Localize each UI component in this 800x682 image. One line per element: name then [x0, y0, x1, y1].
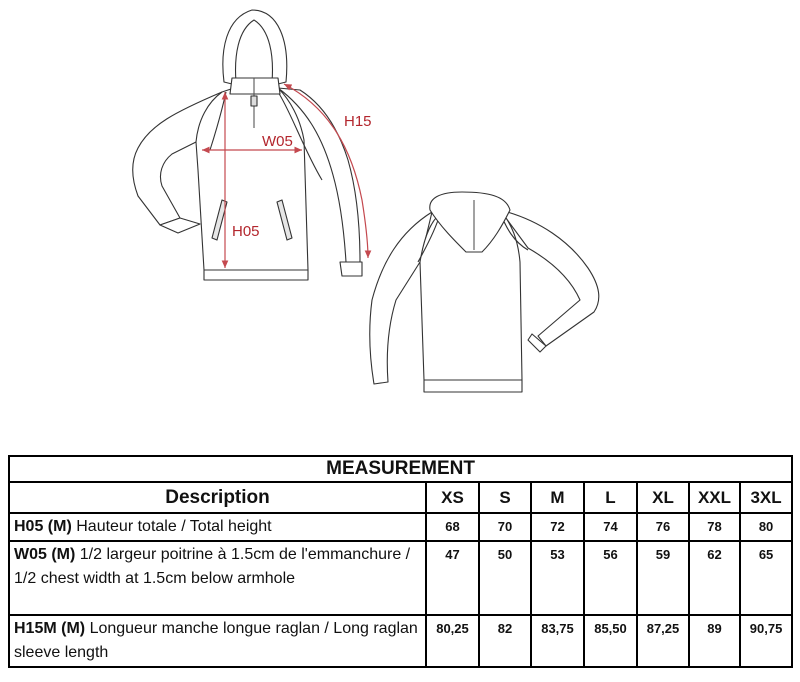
- table-row: [9, 513, 792, 541]
- table-cell: 80,25: [426, 615, 479, 667]
- size-header-l: L: [584, 482, 637, 513]
- table-cell: 76: [637, 513, 689, 541]
- size-header-xl: XL: [637, 482, 689, 513]
- row-description-text: 1/2 largeur poitrine à 1.5cm de l'emmanchure / 1/2 chest width at 1.5cm below armhole: [14, 546, 411, 587]
- table-cell: 83,75: [531, 615, 584, 667]
- table-cell: 68: [426, 513, 479, 541]
- table-cell: 90,75: [740, 615, 792, 667]
- row-description-text: Longueur manche longue raglan / Long raglan sleeve length: [14, 620, 418, 661]
- row-description: [9, 615, 426, 667]
- table-cell: 53: [531, 541, 584, 615]
- table-cell: 59: [637, 541, 689, 615]
- table-row: [9, 615, 792, 667]
- table-header-row: [9, 482, 792, 513]
- row-code: H05 (M): [14, 518, 72, 535]
- height-label: H05: [232, 223, 260, 240]
- row-code: W05 (M): [14, 546, 76, 563]
- size-header-3xl: 3XL: [740, 482, 792, 513]
- table-cell: 89: [689, 615, 740, 667]
- table-cell: 72: [531, 513, 584, 541]
- size-header-xs: XS: [426, 482, 479, 513]
- table-cell: 50: [479, 541, 531, 615]
- table-cell: 62: [689, 541, 740, 615]
- table-cell: 87,25: [637, 615, 689, 667]
- size-header-xxl: XXL: [689, 482, 740, 513]
- description-header: Description: [9, 482, 426, 513]
- table-title: MEASUREMENT: [9, 456, 792, 482]
- table-cell: 56: [584, 541, 637, 615]
- table-title-row: [9, 456, 792, 482]
- table-cell: 85,50: [584, 615, 637, 667]
- back-view: [370, 192, 599, 392]
- sleeve-label: H15: [344, 113, 372, 130]
- table-cell: 82: [479, 615, 531, 667]
- row-description: [9, 513, 426, 541]
- size-header-m: M: [531, 482, 584, 513]
- table-cell: 70: [479, 513, 531, 541]
- size-header-s: S: [479, 482, 531, 513]
- chest-width-label: W05: [262, 133, 293, 150]
- row-description-text: Hauteur totale / Total height: [76, 518, 272, 535]
- table-cell: 78: [689, 513, 740, 541]
- table-cell: 80: [740, 513, 792, 541]
- table-cell: 74: [584, 513, 637, 541]
- row-description: [9, 541, 426, 615]
- table-row: [9, 541, 792, 615]
- row-code: H15M (M): [14, 620, 86, 637]
- table-cell: 47: [426, 541, 479, 615]
- measurement-table: [8, 455, 793, 668]
- table-cell: 65: [740, 541, 792, 615]
